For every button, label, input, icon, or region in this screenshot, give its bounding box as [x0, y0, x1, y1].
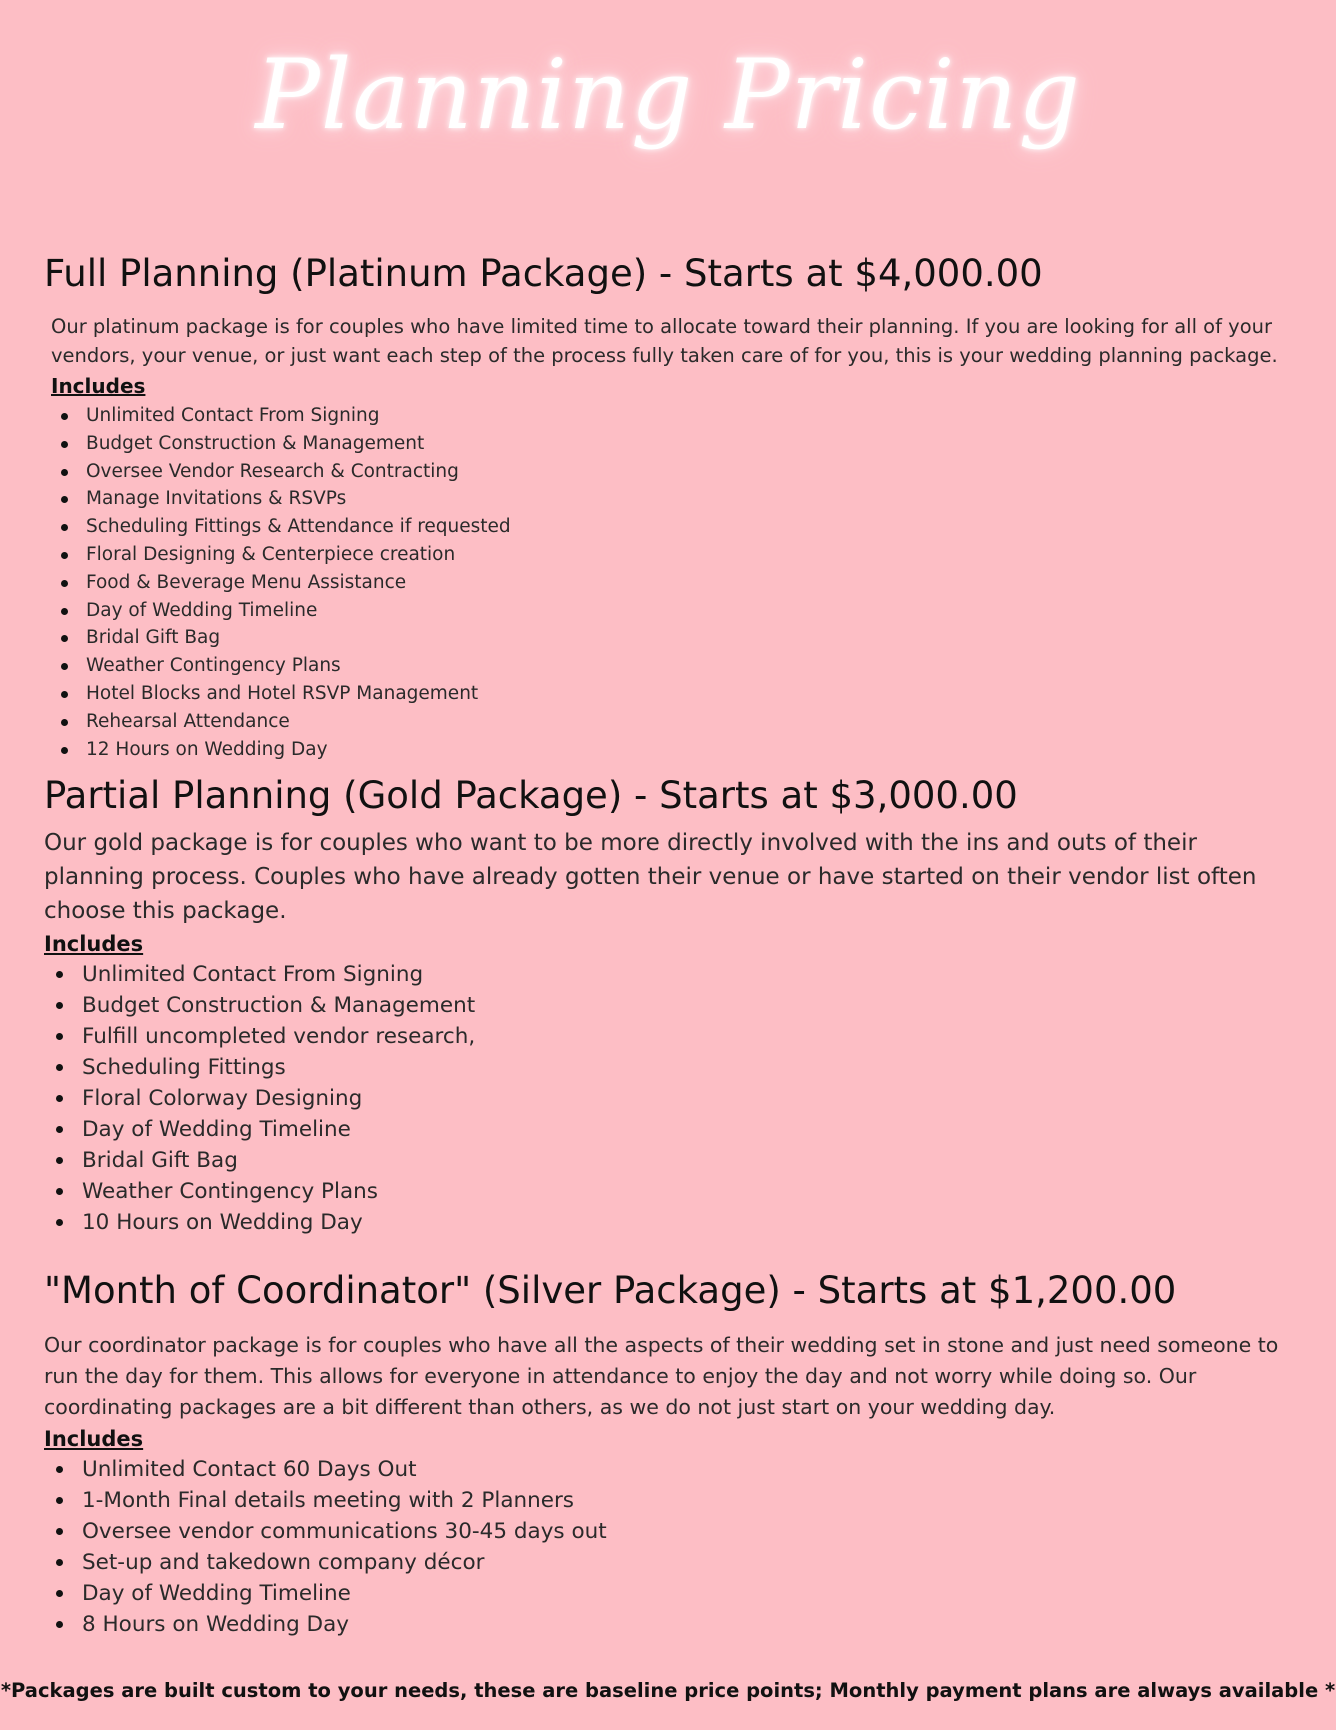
package-heading: "Month of Coordinator" (Silver Package) - Starts at $1,200.00 [44, 1269, 1177, 1312]
list-item: 1-Month Final details meeting with 2 Planners [0, 1485, 607, 1516]
list-item: Hotel Blocks and Hotel RSVP Management [0, 680, 511, 708]
list-item: Bridal Gift Bag [0, 624, 511, 652]
list-item: Floral Designing & Centerpiece creation [0, 541, 511, 569]
list-item: Floral Colorway Designing [0, 1083, 475, 1114]
list-item: Oversee vendor communications 30-45 days out [0, 1516, 607, 1547]
list-item: Rehearsal Attendance [0, 708, 511, 736]
includes-label: Includes [44, 1427, 144, 1451]
includes-list [0, 402, 511, 763]
package-description: Our gold package is for couples who want to be more directly involved with the ins and outs of their planning process. Couples who have already gotten their venue or have started on their vendor list often choose this package. [44, 830, 1257, 924]
list-item: Weather Contingency Plans [0, 1176, 475, 1207]
list-item: Scheduling Fittings [0, 1052, 475, 1083]
includes-label: Includes [51, 374, 146, 398]
list-item: Bridal Gift Bag [0, 1145, 475, 1176]
list-item: Oversee Vendor Research & Contracting [0, 458, 511, 486]
list-item: 12 Hours on Wedding Day [0, 736, 511, 764]
list-item: Food & Beverage Menu Assistance [0, 569, 511, 597]
package-description: Our platinum package is for couples who have limited time to allocate toward their planning. If you are looking for all of your vendors, your venue, or just want each step of the process fully taken care of for you, this is your wedding planning package. [51, 315, 1278, 367]
package-description: Our coordinator package is for couples who have all the aspects of their wedding set in stone and just need someone to run the day for them. This allows for everyone in attendance to enjoy the day and not worry while doing so. Our coordinating packages are a bit different than others, as we do not just start on your wedding day. [44, 1333, 1279, 1419]
list-item: Weather Contingency Plans [0, 652, 511, 680]
list-item: Budget Construction & Management [0, 990, 475, 1021]
list-item: Unlimited Contact 60 Days Out [0, 1454, 607, 1485]
list-item: Set-up and takedown company décor [0, 1547, 607, 1578]
list-item: Unlimited Contact From Signing [0, 402, 511, 430]
list-item: Day of Wedding Timeline [0, 1114, 475, 1145]
footer-note: *Packages are built custom to your needs, these are baseline price points; Monthly payment plans are always available * [0, 1679, 1336, 1702]
list-item: Unlimited Contact From Signing [0, 959, 475, 990]
list-item: Budget Construction & Management [0, 430, 511, 458]
list-item: Scheduling Fittings & Attendance if requested [0, 513, 511, 541]
package-heading: Full Planning (Platinum Package) - Starts at $4,000.00 [44, 252, 1043, 295]
includes-list [0, 959, 475, 1238]
includes-list [0, 1454, 607, 1640]
includes-label: Includes [44, 932, 144, 956]
list-item: Day of Wedding Timeline [0, 1578, 607, 1609]
list-item: Day of Wedding Timeline [0, 597, 511, 625]
list-item: Fulfill uncompleted vendor research, [0, 1021, 475, 1052]
package-heading: Partial Planning (Gold Package) - Starts at $3,000.00 [44, 774, 1018, 817]
list-item: 10 Hours on Wedding Day [0, 1207, 475, 1238]
list-item: 8 Hours on Wedding Day [0, 1609, 607, 1640]
list-item: Manage Invitations & RSVPs [0, 485, 511, 513]
page-title: Planning Pricing [255, 39, 1081, 151]
